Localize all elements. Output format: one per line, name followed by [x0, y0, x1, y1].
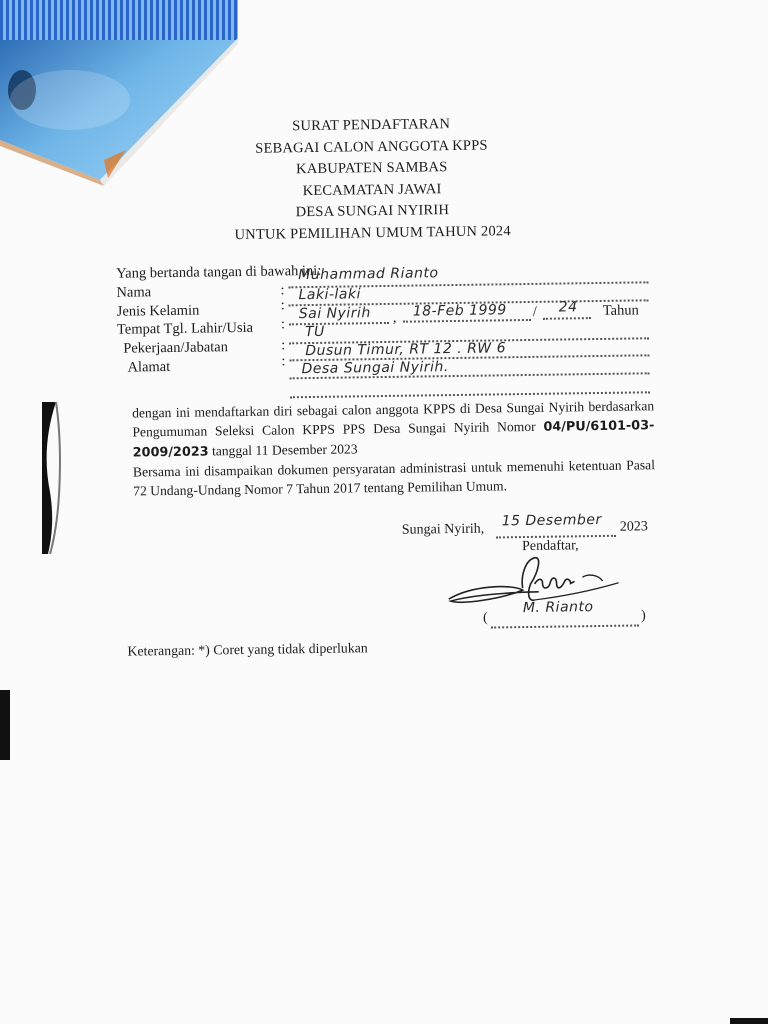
keterangan-note: Keterangan: *) Coret yang tidak diperlukan	[127, 640, 368, 659]
header-line: SURAT PENDAFTARAN	[292, 116, 451, 135]
nomor-pengumuman: 04/PU/6101-03-2009/2023	[132, 418, 655, 461]
ttl-label: Tempat Tgl. Lahir/Usia	[116, 319, 254, 338]
paren-close: )	[640, 608, 646, 624]
body-text	[132, 396, 655, 500]
ttl-date-value: 18-Feb 1999	[412, 302, 507, 320]
alamat-line-3	[290, 373, 650, 398]
alamat-value-1: Dusun Timur, RT 12 . RW 6	[305, 340, 507, 360]
body-p1-after: tanggal 11 Desember 2023	[208, 441, 358, 459]
header-line: KABUPATEN SAMBAS	[295, 159, 448, 178]
pekerjaan-label: Pekerjaan/Jabatan	[123, 339, 229, 357]
slash: /	[532, 303, 537, 320]
header-line: UNTUK PEMILIHAN UMUM TAHUN 2024	[234, 222, 511, 243]
ttl-place-value: Sai Nyirih	[298, 305, 371, 323]
paren-open: (	[482, 610, 488, 626]
comma: ,	[392, 309, 397, 326]
alamat-value-2: Desa Sungai Nyirih.	[301, 359, 449, 378]
alamat-label: Alamat	[127, 358, 171, 376]
colon: :	[280, 316, 286, 333]
sign-name-value: M. Rianto	[522, 599, 594, 617]
sign-role: Pendaftar,	[521, 538, 579, 555]
tahun-word: Tahun	[602, 302, 639, 319]
document-header	[176, 112, 568, 246]
sign-year: 2023	[619, 519, 648, 535]
intro-text: Yang bertanda tangan di bawah ini:	[116, 262, 322, 282]
header-line: SEBAGAI CALON ANGGOTA KPPS	[255, 137, 488, 157]
colon: :	[280, 282, 285, 299]
sign-date-value: 15 Desember	[501, 511, 602, 530]
colon: :	[281, 353, 286, 370]
body-paragraph-2: Bersama ini disampaikan dokumen persyaratan administrasi untuk memenuhi ketentuan Pasal 72 Undang-Undang Nomor 7 Tahun 2017 tentang Pemilihan Umum.	[132, 457, 656, 499]
jenis-kelamin-value: Laki-laki	[298, 286, 362, 304]
colon: :	[281, 337, 286, 354]
body-paragraph-1	[132, 396, 655, 462]
header-line: KECAMATAN JAWAI	[302, 180, 442, 199]
jenis-kelamin-label: Jenis Kelamin	[116, 302, 200, 320]
nama-label: Nama	[116, 284, 152, 301]
nama-value: Muhammad Rianto	[298, 265, 439, 284]
header-line: DESA SUNGAI NYIRIH	[295, 202, 450, 221]
colon: :	[280, 297, 285, 314]
ttl-age-value: 24	[558, 299, 578, 316]
sign-place: Sungai Nyirih,	[401, 521, 485, 538]
body-p1-before: dengan ini mendaftarkan diri sebagai calon anggota KPPS di Desa Sungai Nyirih berdasarkan Pengumuman Seleksi Calon KPPS PPS Desa Sungai Nyirih Nomor	[132, 398, 655, 440]
pekerjaan-value: TU	[304, 323, 325, 341]
